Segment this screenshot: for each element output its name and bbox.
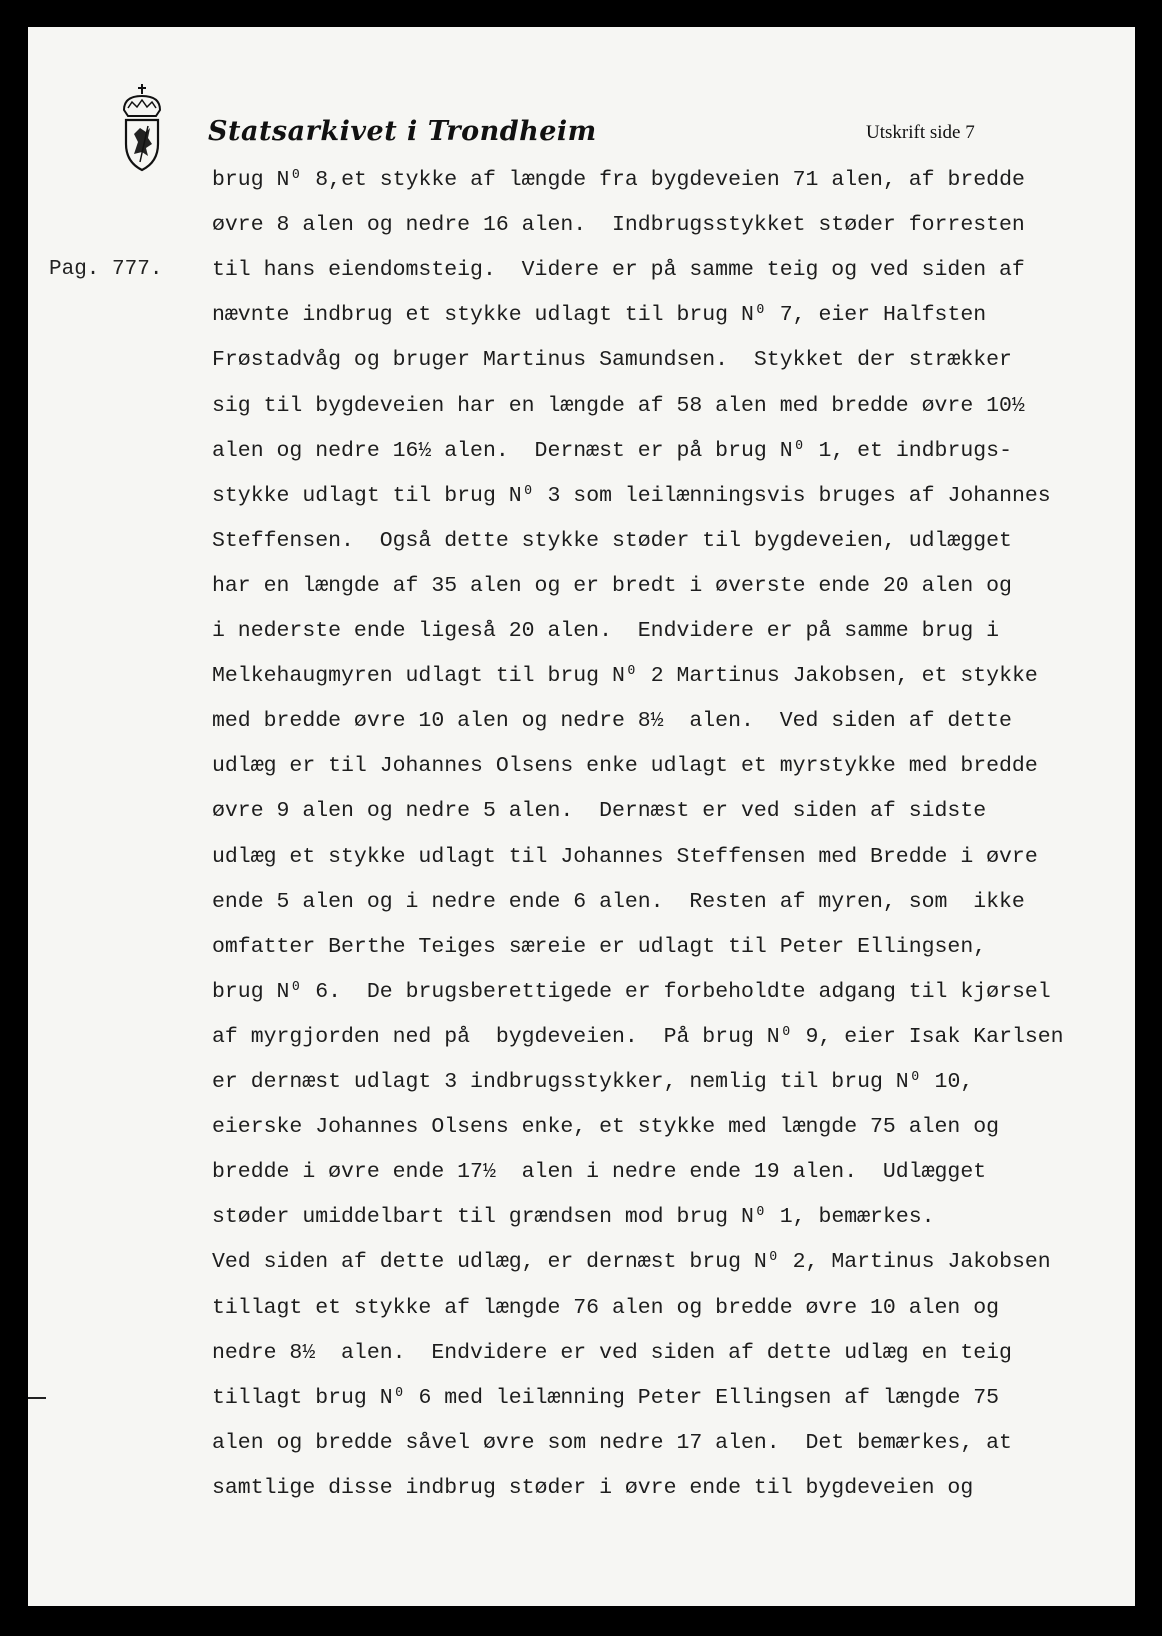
text-line: med bredde øvre 10 alen og nedre 8½ alen. Ved siden af dette — [212, 709, 1012, 734]
text-line: udlæg er til Johannes Olsens enke udlagt et myrstykke med bredde — [212, 754, 1038, 779]
text-line: støder umiddelbart til grændsen mod brug N⁰ 1, bemærkes. — [212, 1205, 935, 1230]
text-line: tillagt brug N⁰ 6 med leilænning Peter Ellingsen af længde 75 — [212, 1385, 1000, 1410]
margin-page-reference: Pag. 777. — [49, 258, 163, 281]
text-line: af myrgjorden ned på bygdeveien. På brug N⁰ 9, eier Isak Karlsen — [212, 1024, 1064, 1049]
text-line: alen og bredde såvel øvre som nedre 17 alen. Det bemærkes, at — [212, 1430, 1012, 1455]
text-line: har en længde af 35 alen og er bredt i øverste ende 20 alen og — [212, 573, 1012, 598]
text-line: samtlige disse indbrug støder i øvre ende til bygdeveien og — [212, 1475, 974, 1500]
text-line: er dernæst udlagt 3 indbrugsstykker, nemlig til brug N⁰ 10, — [212, 1070, 974, 1094]
text-line: alen og nedre 16½ alen. Dernæst er på brug N⁰ 1, et indbrugs- — [212, 438, 1012, 463]
text-line: tillagt et stykke af længde 76 alen og bredde øvre 10 alen og — [212, 1295, 1000, 1320]
text-line: brug N⁰ 8,et stykke af længde fra bygdeveien 71 alen, af bredde — [212, 168, 1025, 192]
text-line: nedre 8½ alen. Endvidere er ved siden af dette udlæg en teig — [212, 1340, 1012, 1365]
text-line: Ved siden af dette udlæg, er dernæst brug N⁰ 2, Martinus Jakobsen — [212, 1250, 1051, 1275]
page-label: Utskrift side 7 — [866, 122, 975, 143]
text-line: Frøstadvåg og bruger Martinus Samundsen. Stykket der strækker — [212, 348, 1012, 373]
text-line: til hans eiendomsteig. Videre er på samme teig og ved siden af — [212, 258, 1025, 283]
text-line: øvre 8 alen og nedre 16 alen. Indbrugsstykket støder forresten — [212, 213, 1025, 238]
archive-title: Statsarkivet i Trondheim — [208, 116, 597, 147]
text-line: Steffensen. Også dette stykke støder til bygdeveien, udlægget — [212, 528, 1012, 553]
text-line: nævnte indbrug et stykke udlagt til brug N⁰ 7, eier Halfsten — [212, 303, 987, 328]
text-line: udlæg et stykke udlagt til Johannes Steffensen med Bredde i øvre — [212, 844, 1038, 869]
text-line: i nederste ende ligeså 20 alen. Endvidere er på samme brug i — [212, 619, 1000, 643]
text-line: øvre 9 alen og nedre 5 alen. Dernæst er ved siden af sidste — [212, 799, 987, 824]
text-line: ende 5 alen og i nedre ende 6 alen. Resten af myren, som ikke — [212, 889, 1025, 914]
text-line: eierske Johannes Olsens enke, et stykke med længde 75 alen og — [212, 1115, 1000, 1140]
text-line: bredde i øvre ende 17½ alen i nedre ende 19 alen. Udlægget — [212, 1160, 987, 1185]
text-line: stykke udlagt til brug N⁰ 3 som leilænningsvis bruges af Johannes — [212, 483, 1051, 508]
text-line: omfatter Berthe Teiges særeie er udlagt til Peter Ellingsen, — [212, 934, 987, 959]
text-line: Melkehaugmyren udlagt til brug N⁰ 2 Martinus Jakobsen, et stykke — [212, 664, 1038, 689]
text-line: sig til bygdeveien har en længde af 58 alen med bredde øvre 10½ — [212, 393, 1025, 418]
text-line: brug N⁰ 6. De brugsberettigede er forbeholdte adgang til kjørsel — [212, 979, 1051, 1004]
